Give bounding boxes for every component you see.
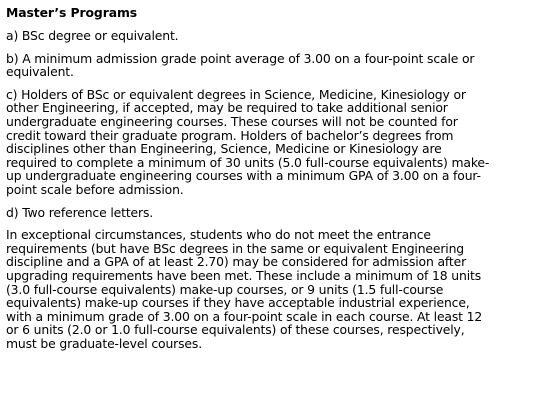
page-title: Master’s Programs: [6, 5, 138, 20]
paragraph-line: or 6 units (2.0 or 1.0 full-course equivalents) of these courses, respectively,: [6, 322, 465, 338]
paragraph-line: discipline and a GPA of at least 2.70) may be considered for admission after: [6, 254, 467, 270]
paragraph-line: In exceptional circumstances, students who do not meet the entrance: [6, 227, 431, 243]
paragraph-line: b) A minimum admission grade point average of 3.00 on a four-point scale or: [6, 50, 475, 66]
paragraph-line: undergraduate engineering courses. These courses will not be counted for: [6, 113, 458, 129]
paragraph-line: requirements (but have BSc degrees in the same or equivalent Engineering: [6, 240, 465, 256]
document: [6, 5, 544, 359]
paragraph-line: with a minimum grade of 3.00 on a four-point scale in each course. At least 12: [6, 308, 483, 324]
paragraph-line: equivalents) make-up courses if they have acceptable industrial experience,: [6, 295, 470, 311]
paragraph-line: other Engineering, if accepted, may be required to take additional senior: [6, 100, 448, 116]
paragraph-line: c) Holders of BSc or equivalent degrees in Science, Medicine, Kinesiology or: [6, 86, 466, 102]
requirement-d: [6, 206, 544, 220]
paragraph-line: must be graduate-level courses.: [6, 335, 202, 351]
paragraph-line: a) BSc degree or equivalent.: [6, 28, 179, 43]
paragraph-line: required to complete a minimum of 30 units (5.0 full-course equivalents) make-: [6, 154, 490, 170]
paragraph-line: equivalent.: [6, 64, 74, 80]
paragraph-line: d) Two reference letters.: [6, 204, 154, 220]
requirement-a: [6, 29, 544, 43]
paragraph-line: (3.0 full-course equivalents) make-up courses, or 9 units (1.5 full-course: [6, 281, 444, 297]
requirement-c: [6, 88, 544, 197]
paragraph-line: up undergraduate engineering courses with a minimum GPA of 3.00 on a four-: [6, 168, 481, 184]
paragraph-line: point scale before admission.: [6, 181, 184, 197]
paragraph-line: upgrading requirements have been met. These include a minimum of 18 units: [6, 267, 482, 283]
paragraph-line: credit toward their graduate program. Holders of bachelor’s degrees from: [6, 127, 454, 143]
requirement-b: [6, 52, 544, 79]
exceptional-circumstances: [6, 228, 544, 350]
paragraph-line: disciplines other than Engineering, Science, Medicine or Kinesiology are: [6, 141, 442, 157]
